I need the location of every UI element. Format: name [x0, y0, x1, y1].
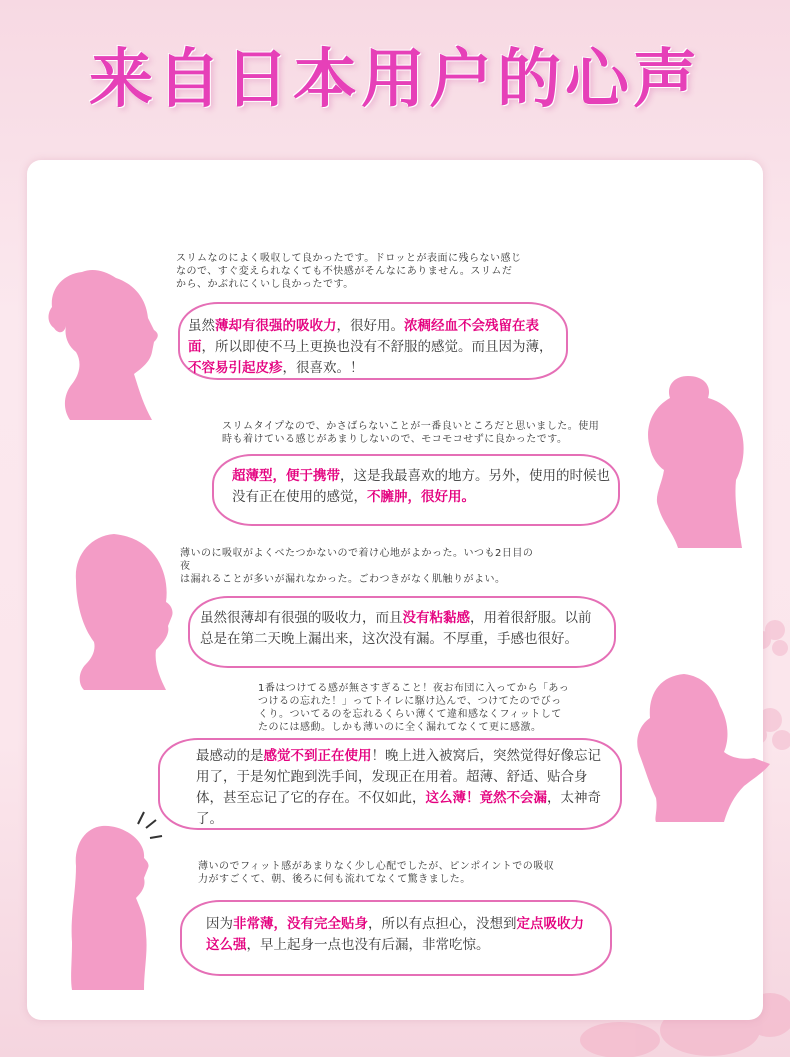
review-text: ！晚上进入被窝后，突然觉得好像忘记用了，于是匆忙跑到洗手间，发现正在用着。超薄、舒适、贴合身体，甚至忘记了它的存在。不仅如此， [196, 748, 601, 806]
review-text: ，早上起身一点也没有后漏，非常吃惊。 [246, 937, 490, 953]
review-text: ，很喜欢。！ [282, 360, 364, 376]
review-2-japanese: スリムタイプなので、かさばらないことが一番良いところだと思いました。使用 時も着けている感じがあまりしないので、モコモコせずに良かったです。 [222, 421, 600, 445]
woman-long-hair-silhouette-icon [624, 668, 774, 824]
review-3-chinese [200, 608, 604, 650]
review-text: ，所以有点担心，没想到 [368, 916, 517, 932]
highlight-text: 浓稠经血不会残留在表面 [188, 318, 539, 355]
woman-bob-silhouette-icon [64, 530, 176, 692]
woman-bun-silhouette-icon [638, 372, 748, 550]
review-text: 虽然 [188, 318, 215, 334]
highlight-text: 定点吸收力这么强 [206, 916, 584, 953]
review-text: ，很好用。 [336, 318, 404, 334]
highlight-text: 没有粘黏感 [402, 610, 470, 626]
highlight-text: 超薄型，便于携带 [232, 468, 340, 484]
review-4-japanese: 1番はつけてる感が無さすぎること！夜お布団に入ってから「あっ つけるの忘れた！」ってトイレに駆け込んで、つけてたのでびっ くり。ついてるのを忘れるくらい薄くて違和感なくフィットして たのには感動。しかも薄いのに全く漏れてなくて更に感激。 [258, 683, 570, 733]
highlight-text: 非常薄，没有完全贴身 [233, 916, 368, 932]
review-5-chinese [206, 914, 590, 956]
highlight-text: 不容易引起皮疹 [188, 360, 283, 376]
review-3-japanese: 薄いのに吸収がよくべたつかないので着け心地がよかった。いつも2日目の 夜 は漏れることが多いが漏れなかった。ごわつきがなく肌触りがよい。 [180, 548, 534, 585]
review-text: ，太神奇了。 [196, 790, 601, 827]
review-5-japanese: 薄いのでフィット感があまりなく少し心配でしたが、ピンポイントでの吸収 力がすごくて、朝、後ろに何も流れてなくて驚きました。 [198, 861, 555, 885]
review-text: 虽然很薄却有很强的吸收力，而且 [200, 610, 403, 626]
review-text: ，用着很舒服。以前总是在第二天晚上漏出来，这次没有漏。不厚重，手感也很好。 [200, 610, 592, 647]
highlight-text: 感觉不到正在使用 [263, 748, 372, 764]
review-1-japanese: スリムなのによく吸収して良かったです。ドロッとが表面に残らない感じ なので、すぐ変えられなくても不快感がそんなにありません。スリムだ から、かぶれにくいし良かったです。 [176, 253, 522, 290]
highlight-text: 不臃肿，很好用。 [367, 489, 475, 505]
review-2-chinese [232, 466, 610, 508]
review-1-chinese [188, 316, 560, 379]
review-text: 因为 [206, 916, 233, 932]
review-text: ，这是我最喜欢的地方。另外，使用的时候也没有正在使用的感觉， [232, 468, 610, 505]
woman-ponytail-silhouette-icon [42, 262, 167, 422]
page-title: 来自日本用户的心声 [89, 43, 701, 117]
highlight-text: 薄却有很强的吸收力 [215, 318, 337, 334]
review-4-chinese [196, 746, 610, 830]
review-text: ，所以即使不马上更换也没有不舒服的感觉。而且因为薄， [201, 339, 553, 355]
review-text: 最感动的是 [196, 748, 264, 764]
highlight-text: 这么薄！竟然不会漏 [425, 790, 547, 806]
woman-surprised-silhouette-icon [60, 806, 170, 992]
